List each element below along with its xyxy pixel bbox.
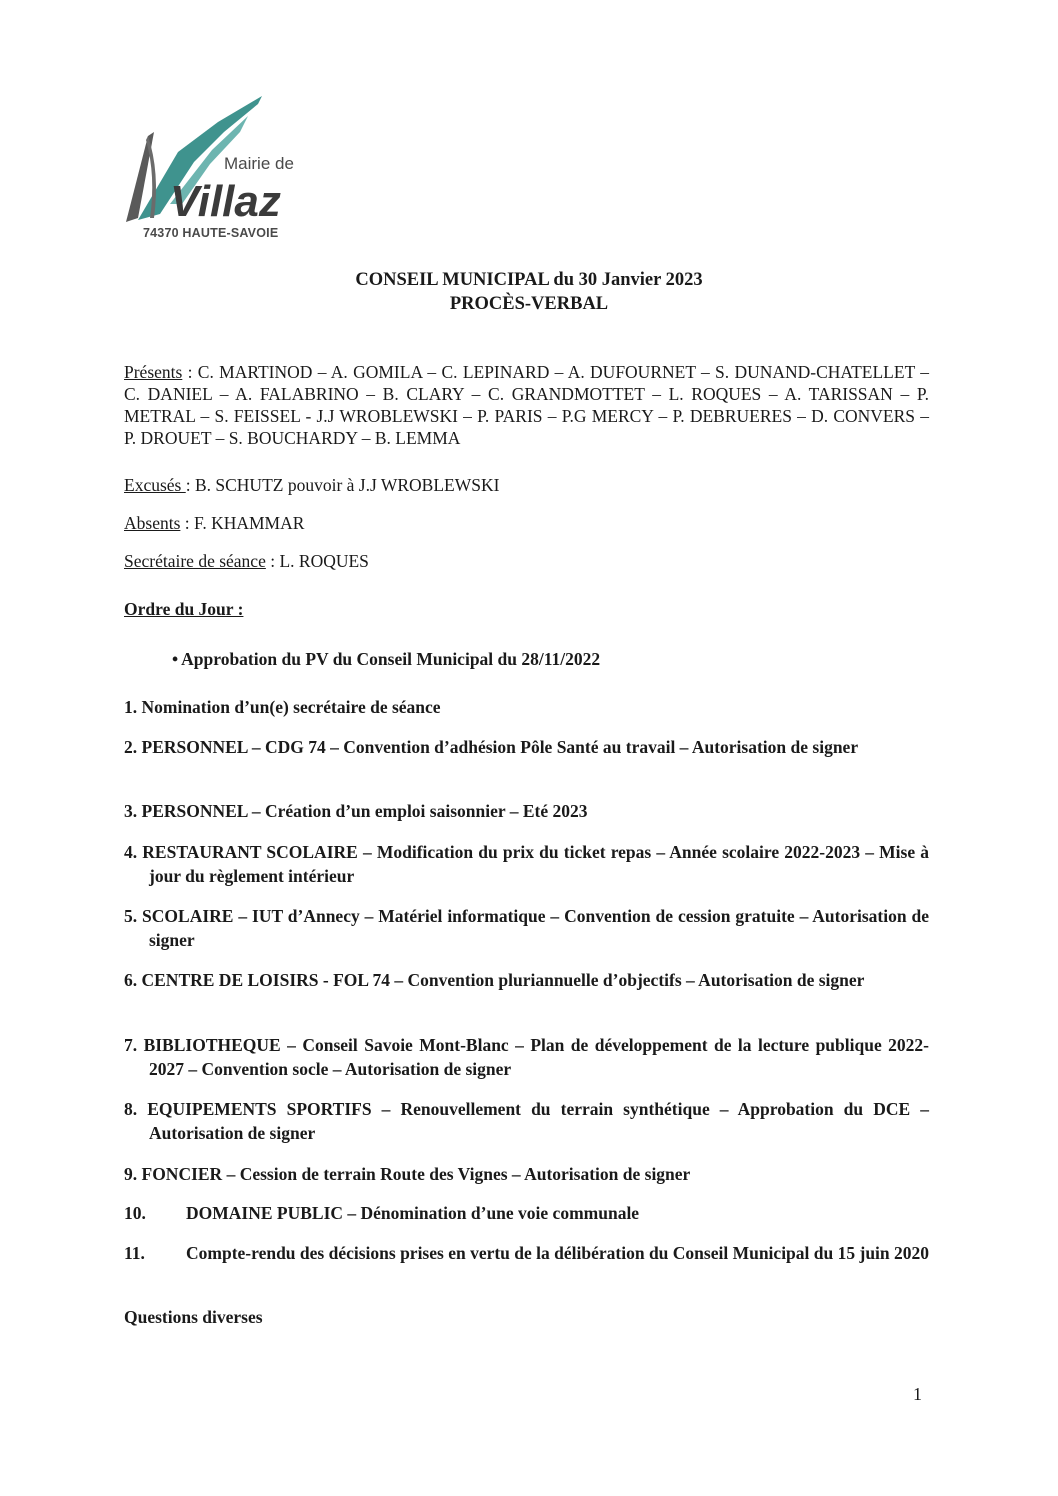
agenda-item-number: 10. [124,1203,146,1223]
agenda-item-number: 3. [124,801,138,821]
document-title: CONSEIL MUNICIPAL du 30 Janvier 2023 [355,270,703,290]
presents-names: C. MARTINOD – A. GOMILA – C. LEPINARD – A. DUFOURNET – S. DUNAND-CHATELLET – C. DANIEL – A. FALABRINO – B. CLARY – C. GRANDMOTTET – L. ROQUES – A. TARISSAN – P. METRAL – S. FEISSEL - J.J WROBLEWSKI – P. PARIS – P.G MERCY – P. DEBRUERES – D. CONVERS – P. DROUET – S. BOUCHARDY – B. LEMMA [124,362,929,448]
secretaire-label: Secrétaire de séance [124,551,266,571]
agenda-item-text: RESTAURANT SCOLAIRE – Modification du prix du ticket repas – Année scolaire 2022-2023 – Mise à jour du règlement intérieur [142,842,929,886]
agenda-item-number: 11. [124,1243,145,1263]
excuses-value: : B. SCHUTZ pouvoir à J.J WROBLEWSKI [185,475,500,495]
questions-diverses: Questions diverses [124,1307,263,1327]
agenda-item-text: EQUIPEMENTS SPORTIFS – Renouvellement du terrain synthétique – Approbation du DCE – Autorisation de signer [147,1099,929,1143]
presents-label: Présents [124,362,183,382]
agenda-item [124,1033,929,1081]
document-subtitle: PROCÈS-VERBAL [449,294,609,314]
mairie-logo [120,92,320,250]
agenda-item-number: 8. [124,1099,138,1119]
secretaire-value: : L. ROQUES [265,551,369,571]
agenda-item-number: 7. [124,1035,138,1055]
agenda-item [124,735,929,759]
agenda-item-text: PERSONNEL – CDG 74 – Convention d’adhésion Pôle Santé au travail – Autorisation de signer [141,737,859,757]
presents-separator: : [182,362,198,382]
document-header [0,268,1058,316]
agenda-item [124,904,929,952]
agenda-item-text: BIBLIOTHEQUE – Conseil Savoie Mont-Blanc – Plan de développement de la lecture publique 2022-2027 – Convention socle – Autorisation de signer [143,1035,929,1079]
agenda-item-number: 9. [124,1164,138,1184]
logo-line1: Mairie de [224,154,294,173]
agenda-item-text: FONCIER – Cession de terrain Route des Vignes – Autorisation de signer [141,1164,691,1184]
agenda-item-text: PERSONNEL – Création d’un emploi saisonnier – Eté 2023 [141,801,588,821]
agenda-item-text: SCOLAIRE – IUT d’Annecy – Matériel informatique – Convention de cession gratuite – Autorisation de signer [142,906,930,950]
agenda-item [124,799,929,823]
agenda-item [124,1097,929,1145]
absents-value: : F. KHAMMAR [180,513,305,533]
logo-graphic [120,92,320,222]
agenda-item-number: 4. [124,842,138,862]
logo-line2: Villaz [170,177,281,222]
agenda-item-text: Compte-rendu des décisions prises en vertu de la délibération du Conseil Municipal du 15 juin 2020 [186,1243,930,1263]
agenda-item-number: 2. [124,737,138,757]
agenda-item [124,840,929,888]
agenda-item [124,695,929,719]
agenda-item-number: 5. [124,906,138,926]
agenda-item-text: Nomination d’un(e) secrétaire de séance [141,697,441,717]
excuses-line [124,474,499,496]
agenda-heading: Ordre du Jour : [124,599,244,619]
agenda-item [124,968,929,992]
page-number: 1 [913,1384,922,1404]
absents-line [124,512,304,534]
secretaire-line [124,550,369,572]
agenda-item [124,1201,929,1225]
bullet-icon: • [172,649,179,669]
agenda-item-text: CENTRE DE LOISIRS - FOL 74 – Convention pluriannuelle d’objectifs – Autorisation de signer [141,970,865,990]
absents-label: Absents [124,513,181,533]
agenda-bullet-item [172,648,600,670]
agenda-item-number: 1. [124,697,138,717]
agenda-bullet-text: Approbation du PV du Conseil Municipal du 28/11/2022 [181,649,601,669]
agenda-item [124,1241,929,1265]
presents-paragraph [124,361,929,449]
logo-subtitle: 74370 HAUTE-SAVOIE [143,226,279,240]
agenda-item-text: DOMAINE PUBLIC – Dénomination d’une voie communale [186,1203,640,1223]
agenda-item [124,1162,929,1186]
excuses-label: Excusés [124,475,186,495]
agenda-item-number: 6. [124,970,138,990]
